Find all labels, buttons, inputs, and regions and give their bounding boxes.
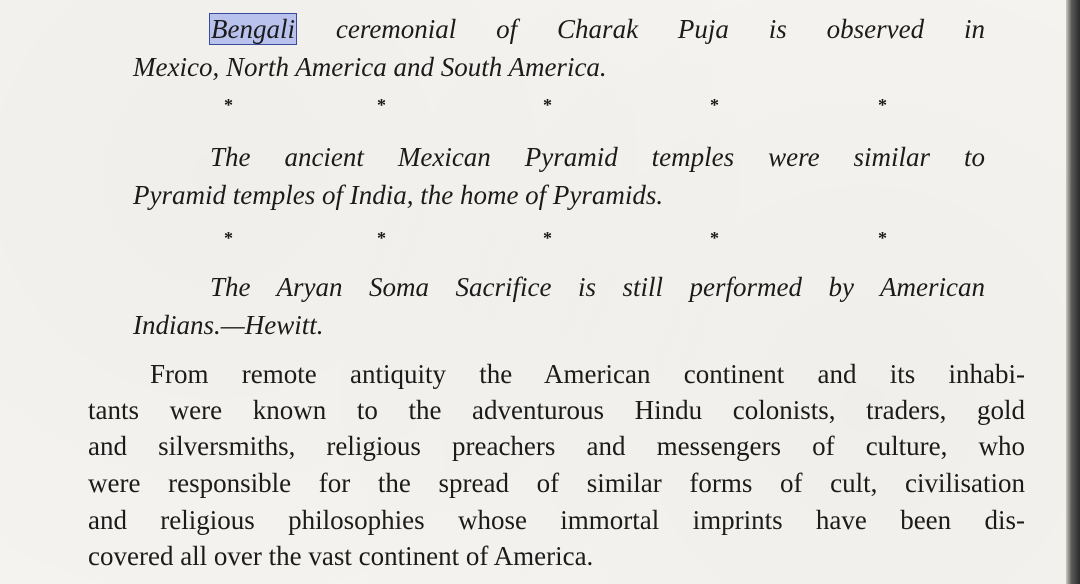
star-mark: *	[543, 228, 552, 248]
star-mark: *	[878, 95, 887, 115]
quote-1-line-1	[210, 10, 985, 48]
star-mark: *	[377, 228, 386, 248]
star-mark: *	[543, 95, 552, 115]
star-mark: *	[710, 95, 719, 115]
quote-1-line-2: Mexico, North America and South America.	[133, 52, 607, 82]
separator-stars	[0, 228, 1080, 248]
paragraph-line: and silversmiths, religious preachers and messengers of culture, who	[88, 431, 1025, 461]
quote-2-line-1: The ancient Mexican Pyramid temples were similar to	[210, 142, 985, 172]
star-mark: *	[710, 228, 719, 248]
paragraph-line: From remote antiquity the American continent and its inhabi-	[150, 359, 1025, 389]
star-mark: *	[377, 95, 386, 115]
highlighted-word[interactable]: Bengali	[211, 14, 295, 44]
separator-stars	[0, 95, 1080, 115]
star-mark: *	[878, 228, 887, 248]
quote-3-line-1: The Aryan Soma Sacrifice is still performed by American	[210, 272, 985, 302]
page-edge-shadow	[1066, 0, 1080, 584]
paragraph-line: were responsible for the spread of similar forms of cult, civilisation	[88, 468, 1025, 498]
star-mark: *	[224, 95, 233, 115]
paragraph-line: and religious philosophies whose immortal imprints have been dis-	[88, 505, 1025, 535]
star-mark: *	[224, 228, 233, 248]
quote-3-line-2: Indians.—Hewitt.	[133, 310, 324, 340]
quote-text: ceremonial of Charak Puja is observed in	[295, 14, 985, 44]
paragraph-line: tants were known to the adventurous Hindu colonists, traders, gold	[88, 395, 1025, 425]
quote-2-line-2: Pyramid temples of India, the home of Pyramids.	[133, 180, 664, 210]
paragraph-line: covered all over the vast continent of America.	[88, 541, 594, 571]
